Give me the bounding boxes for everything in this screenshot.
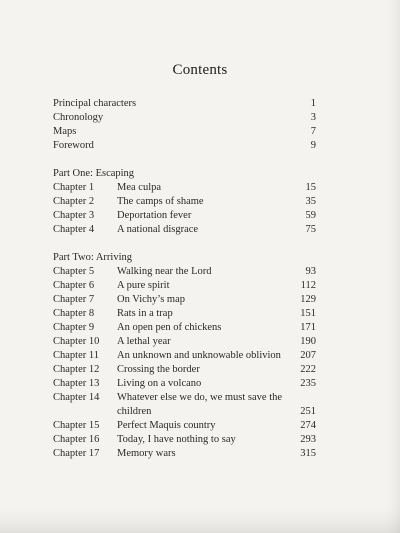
- chapter-page: 129: [300, 294, 316, 305]
- toc-chapter-12: [53, 363, 316, 377]
- part-one-heading: Part One: Escaping: [53, 168, 135, 179]
- toc-chapter-6: [53, 279, 316, 293]
- chapter-number: Chapter 4: [53, 224, 95, 235]
- chapter-number: Chapter 1: [53, 182, 95, 193]
- toc-chapter-8: [53, 307, 316, 321]
- chapter-page: 35: [305, 196, 316, 207]
- chapter-number: Chapter 11: [53, 350, 99, 361]
- chapter-title: Today, I have nothing to say: [117, 434, 236, 445]
- chapter-number: Chapter 9: [53, 322, 95, 333]
- toc-chapter-11: [53, 349, 316, 363]
- chapter-title: Living on a volcano: [117, 378, 202, 389]
- chapter-title: A national disgrace: [117, 224, 199, 235]
- toc-item-title: Maps: [53, 126, 77, 137]
- chapter-page: 293: [300, 434, 316, 445]
- chapter-title: Crossing the border: [117, 364, 200, 375]
- page-edge-shadow: [386, 0, 400, 533]
- toc-chapter-5: [53, 265, 316, 279]
- chapter-title: Perfect Maquis country: [117, 420, 216, 431]
- chapter-title: Rats in a trap: [117, 308, 173, 319]
- chapter-title: Whatever else we do, we must save the children: [117, 392, 283, 417]
- toc-item-foreword: [53, 139, 316, 153]
- chapter-number: Chapter 17: [53, 448, 100, 459]
- toc-item-title: Chronology: [53, 112, 104, 123]
- toc-chapter-17: [53, 447, 316, 461]
- chapter-number: Chapter 12: [53, 364, 100, 375]
- chapter-number: Chapter 3: [53, 210, 95, 221]
- chapter-number: Chapter 14: [53, 392, 100, 403]
- chapter-number: Chapter 5: [53, 266, 95, 277]
- chapter-page: 59: [305, 210, 316, 221]
- chapter-title: Memory wars: [117, 448, 176, 459]
- chapter-number: Chapter 10: [53, 336, 100, 347]
- chapter-number: Chapter 8: [53, 308, 95, 319]
- toc-item-principal-characters: [53, 97, 316, 111]
- chapter-page: 190: [300, 336, 316, 347]
- chapter-number: Chapter 2: [53, 196, 95, 207]
- toc-chapter-14: [53, 391, 316, 419]
- toc-chapter-9: [53, 321, 316, 335]
- chapter-page: 93: [305, 266, 316, 277]
- toc-item-chronology: [53, 111, 316, 125]
- chapter-title: Deportation fever: [117, 210, 192, 221]
- chapter-number: Chapter 7: [53, 294, 95, 305]
- chapter-page: 235: [300, 378, 316, 389]
- chapter-page: 251: [300, 406, 316, 417]
- chapter-title: On Vichy’s map: [117, 294, 186, 305]
- chapter-page: 207: [300, 350, 316, 361]
- toc-chapter-10: [53, 335, 316, 349]
- chapter-page: 75: [305, 224, 316, 235]
- chapter-page: 112: [300, 280, 316, 291]
- toc-chapter-3: [53, 209, 316, 223]
- chapter-page: 315: [300, 448, 316, 459]
- toc-item-page: 1: [310, 98, 316, 109]
- chapter-page: 222: [300, 364, 316, 375]
- chapter-page: 171: [300, 322, 316, 333]
- chapter-title: The camps of shame: [117, 196, 204, 207]
- toc-chapter-13: [53, 377, 316, 391]
- toc-chapter-16: [53, 433, 316, 447]
- toc-item-page: 3: [310, 112, 316, 123]
- chapter-title: Mea culpa: [117, 182, 162, 193]
- chapter-page: 274: [300, 420, 316, 431]
- toc-chapter-7: [53, 293, 316, 307]
- toc-chapter-1: [53, 181, 316, 195]
- toc-item-title: Foreword: [53, 140, 94, 151]
- toc-item-maps: [53, 125, 316, 139]
- page-title: Contents: [172, 62, 228, 78]
- toc-item-title: Principal characters: [53, 98, 137, 109]
- chapter-title: A lethal year: [117, 336, 171, 347]
- toc-chapter-15: [53, 419, 316, 433]
- toc-chapter-4: [53, 223, 316, 237]
- toc-chapter-2: [53, 195, 316, 209]
- chapter-number: Chapter 15: [53, 420, 100, 431]
- chapter-title: An open pen of chickens: [117, 322, 222, 333]
- chapter-page: 15: [305, 182, 316, 193]
- toc-item-page: 9: [310, 140, 316, 151]
- chapter-number: Chapter 6: [53, 280, 95, 291]
- chapter-page: 151: [300, 308, 316, 319]
- part-two-heading: Part Two: Arriving: [53, 252, 132, 263]
- chapter-number: Chapter 13: [53, 378, 100, 389]
- chapter-number: Chapter 16: [53, 434, 100, 445]
- chapter-title: An unknown and unknowable oblivion: [117, 350, 281, 361]
- chapter-title: A pure spirit: [117, 280, 170, 291]
- table-of-contents: [53, 97, 316, 461]
- chapter-title: Walking near the Lord: [117, 266, 212, 277]
- toc-item-page: 7: [310, 126, 316, 137]
- page-bottom-shadow: [0, 509, 400, 533]
